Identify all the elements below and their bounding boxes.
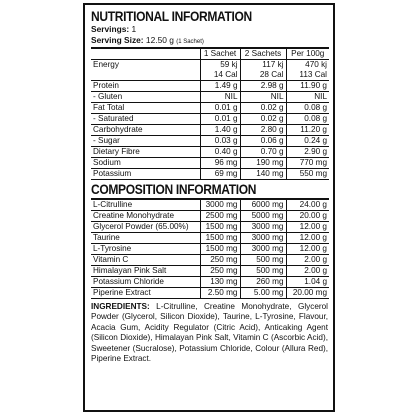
table-row xyxy=(91,266,329,277)
header-2-sachets: 2 Sachets xyxy=(240,48,286,60)
ingredients-block xyxy=(91,302,328,364)
row-value: 0.08 g xyxy=(286,114,329,125)
row-value: 12.00 g xyxy=(286,222,329,233)
row-label: Taurine xyxy=(91,233,200,244)
header-per-100g: Per 100g xyxy=(286,48,329,60)
row-value: 2.00 g xyxy=(286,255,329,266)
row-value: 550 mg xyxy=(286,169,329,180)
composition-table xyxy=(91,198,329,299)
row-label: Piperine Extract xyxy=(91,288,200,299)
row-value: 2.98 g xyxy=(240,81,286,92)
row-value: 770 mg xyxy=(286,158,329,169)
table-row xyxy=(91,114,329,125)
row-value: 20.00 g xyxy=(286,211,329,222)
row-value: 250 mg xyxy=(200,266,240,277)
row-value: 12.00 g xyxy=(286,233,329,244)
row-value: 3000 mg xyxy=(240,233,286,244)
row-value: 14 Cal xyxy=(200,70,240,81)
table-row xyxy=(91,103,329,114)
table-row xyxy=(91,147,329,158)
row-value: 2.90 g xyxy=(286,147,329,158)
row-value: 12.00 g xyxy=(286,244,329,255)
table-row xyxy=(91,158,329,169)
row-value: 24.00 g xyxy=(286,199,329,211)
row-value: 5.00 mg xyxy=(240,288,286,299)
row-label: Sodium xyxy=(91,158,200,169)
row-value: 500 mg xyxy=(240,266,286,277)
nutrition-label-panel xyxy=(83,3,335,412)
row-value: 500 mg xyxy=(240,255,286,266)
table-row xyxy=(91,222,329,233)
row-label: Vitamin C xyxy=(91,255,200,266)
row-value: 0.06 g xyxy=(240,136,286,147)
nutrition-title: NUTRITIONAL INFORMATION xyxy=(91,8,252,24)
table-row xyxy=(91,211,329,222)
row-value: 260 mg xyxy=(240,277,286,288)
header-1-sachet: 1 Sachet xyxy=(200,48,240,60)
row-label: Potassium Chloride xyxy=(91,277,200,288)
row-value: 250 mg xyxy=(200,255,240,266)
serving-size-value: 12.50 g xyxy=(145,34,174,45)
row-value: 0.01 g xyxy=(200,103,240,114)
row-value: 2.50 mg xyxy=(200,288,240,299)
row-value: 1500 mg xyxy=(200,233,240,244)
composition-title: COMPOSITION INFORMATION xyxy=(91,181,257,197)
row-value: 0.02 g xyxy=(240,114,286,125)
row-value: NIL xyxy=(286,92,329,103)
row-value: 0.70 g xyxy=(240,147,286,158)
servings-line xyxy=(91,24,328,35)
row-value: 28 Cal xyxy=(240,70,286,81)
row-label: - Saturated xyxy=(91,114,200,125)
row-value: 113 Cal xyxy=(286,70,329,81)
table-row xyxy=(91,136,329,147)
row-value: 1.04 g xyxy=(286,277,329,288)
row-value: NIL xyxy=(200,92,240,103)
table-row xyxy=(91,92,329,103)
table-row xyxy=(91,233,329,244)
row-value: 117 kj xyxy=(240,60,286,71)
row-value: 5000 mg xyxy=(240,211,286,222)
table-row xyxy=(91,277,329,288)
row-label: Energy xyxy=(91,60,200,71)
row-label: Himalayan Pink Salt xyxy=(91,266,200,277)
row-value: 140 mg xyxy=(240,169,286,180)
row-value: 130 mg xyxy=(200,277,240,288)
servings-label: Servings: xyxy=(91,24,130,34)
row-value: 190 mg xyxy=(240,158,286,169)
row-value: NIL xyxy=(240,92,286,103)
row-value: 20.00 mg xyxy=(286,288,329,299)
row-label: L-Tyrosine xyxy=(91,244,200,255)
row-value: 11.90 g xyxy=(286,81,329,92)
row-value: 11.20 g xyxy=(286,125,329,136)
header-blank xyxy=(91,48,200,60)
row-value: 1.40 g xyxy=(200,125,240,136)
row-value: 0.01 g xyxy=(200,114,240,125)
row-value: 3000 mg xyxy=(200,199,240,211)
serving-size-label: Serving Size: xyxy=(91,34,144,45)
table-row xyxy=(91,169,329,180)
table-row xyxy=(91,60,329,71)
row-label: Carbohydrate xyxy=(91,125,200,136)
row-value: 59 kj xyxy=(200,60,240,71)
table-row xyxy=(91,255,329,266)
nutrition-header-row xyxy=(91,48,329,60)
row-value: 3000 mg xyxy=(240,244,286,255)
row-value: 0.08 g xyxy=(286,103,329,114)
row-label: - Gluten xyxy=(91,92,200,103)
serving-size-line xyxy=(91,35,328,48)
row-label: Potassium xyxy=(91,169,200,180)
ingredients-label: INGREDIENTS: xyxy=(91,302,150,311)
row-value: 1.49 g xyxy=(200,81,240,92)
row-value: 1500 mg xyxy=(200,222,240,233)
table-row xyxy=(91,70,329,81)
row-label: L-Citrulline xyxy=(91,199,200,211)
row-value: 6000 mg xyxy=(240,199,286,211)
row-label xyxy=(91,70,200,81)
row-value: 1500 mg xyxy=(200,244,240,255)
row-value: 0.03 g xyxy=(200,136,240,147)
row-value: 2.80 g xyxy=(240,125,286,136)
row-value: 470 kj xyxy=(286,60,329,71)
table-row xyxy=(91,244,329,255)
row-value: 0.02 g xyxy=(240,103,286,114)
row-value: 3000 mg xyxy=(240,222,286,233)
ingredients-text: L-Citrulline, Creatine Monohydrate, Glycerol Powder (Glycerol, Silicon Dioxide), Taurine, L-Tyrosine, Flavour, Acacia Gum, Acidity Regulator (Citric Acid), Anticaking Agent (Silicon Dioxide), Himalayan Pink Salt, Vitamin C (Ascorbic Acid), Sweetener (Sucralose), Potassium Chloride, Colour (Allura Red), Piperine Extract. xyxy=(91,302,328,364)
row-label: Protein xyxy=(91,81,200,92)
row-label: Creatine Monohydrate xyxy=(91,211,200,222)
servings-value: 1 xyxy=(131,24,137,34)
table-row xyxy=(91,125,329,136)
row-value: 2500 mg xyxy=(200,211,240,222)
row-label: Dietary Fibre xyxy=(91,147,200,158)
row-value: 2.00 g xyxy=(286,266,329,277)
table-row xyxy=(91,288,329,299)
row-label: Fat Total xyxy=(91,103,200,114)
row-value: 96 mg xyxy=(200,158,240,169)
table-row xyxy=(91,81,329,92)
nutrition-table xyxy=(91,47,329,180)
table-row xyxy=(91,199,329,211)
row-value: 69 mg xyxy=(200,169,240,180)
row-value: 0.40 g xyxy=(200,147,240,158)
row-label: Glycerol Powder (65.00%) xyxy=(91,222,200,233)
row-value: 0.24 g xyxy=(286,136,329,147)
row-label: - Sugar xyxy=(91,136,200,147)
serving-size-note: (1 Sachet) xyxy=(176,38,204,45)
